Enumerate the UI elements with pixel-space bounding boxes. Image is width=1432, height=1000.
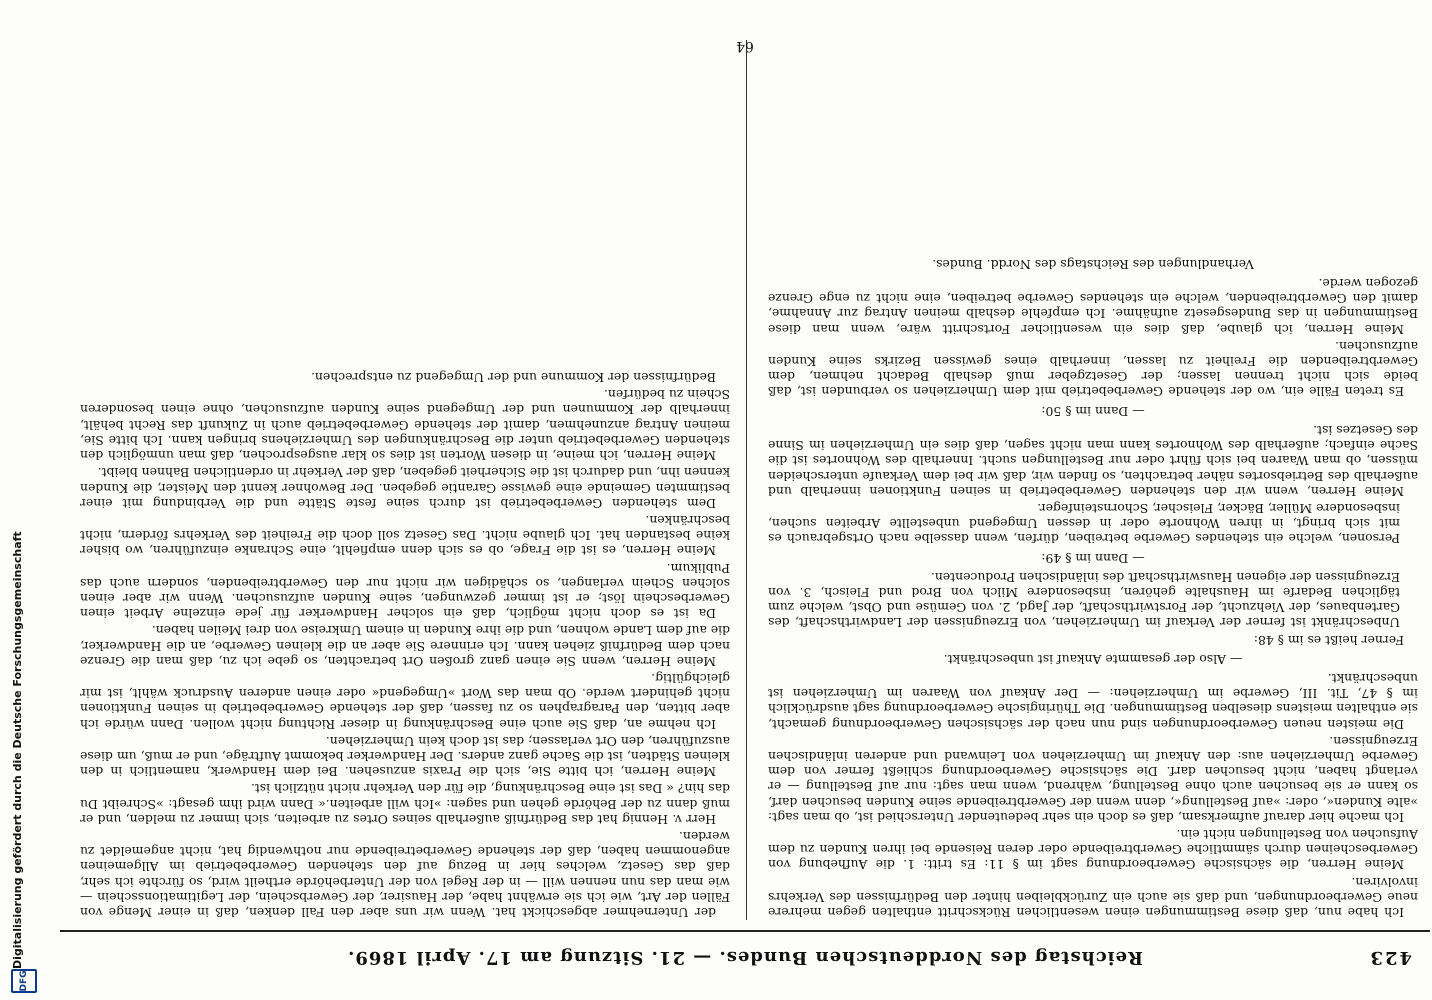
paragraph: Personen, welche ein stehendes Gewerbe betreiben, dürfen, wenn dasselbe nach Ortsgebrauch es mit sich bringt, in ihren Wohnorte oder in dessen Umgegend unbestellte Arbeiten suchen, insbesondere Müller, Bäcker, Fleischer, Schornsteinfeger. xyxy=(768,500,1400,547)
sheet-number: 64 xyxy=(736,38,754,54)
paragraph: Meine Herren, die sächsische Gewerbeordnung sagt im § 11: Es tritt: 1. die Aufhebung von Gewerbescheinen durch sämmtliche Gewerbtreibende oder deren Reisende bei ihren Kunden zu dem Aufsuchen von Bestellungen nicht ein. xyxy=(768,826,1418,873)
paragraph: Meine Herren, ich bitte Sie, sich die Praxis anzusehen. Bei dem Handwerk, namentlich in den kleinen Städten, ist die Sache ganz anders. Der Handwerker bekommt Aufträge, und er muß, um diese auszuführen, den Ort verlassen; das ist doch kein Umherziehen. xyxy=(80,733,730,780)
paragraph: Meine Herren, es ist die Frage, ob es sich denn empfiehlt, eine Schranke einzuführen, wo bisher keine bestanden hat. Ich glaube nicht. Das Gesetz soll doch die Freiheit des Verkehrs fördern, nicht beschränken. xyxy=(80,512,730,559)
paragraph: Meine Herren, wenn Sie einen ganz großen Ort betrachten, so gebe ich zu, daß man die Grenze nach dem Bedürfniß ziehen kann. Ich erinnere Sie aber an die kleinen Gewerbe, an die Handwerker, die auf dem Lande wohnen, und die ihre Kunden in einem Umkreise von drei Meilen haben. xyxy=(80,623,730,669)
paragraph: Herr v. Hennig hat das Bedürfniß außerhalb seines Ortes zu arbeiten, sich immer zu melden, und er muß dann zu der Behörde gehen und sagen: »Ich will arbeiten.« Dann wird ihm gesagt: »Schreibt Du das hin? « Das ist eine Beschränkung, die für den Verkehr nicht nützlich ist. xyxy=(80,781,730,827)
paragraph: Bedürfnissen der Kommune und der Umgegend zu entsprechen. xyxy=(311,370,716,386)
paragraph: der Unternehmer abgeschickt hat. Wenn wir uns aber den Fall denken, daß in einer Menge von Fällen der Art, wie ich sie erwähnt habe, der Hausirer, der Gewerbschein, der Legitimationsschein — wie man das nun nennen will — in der Regel von der Unterbehörde ertheilt wird, so fürchte ich sehr, daß das Gesetz, welches hier in Bezug auf den stehenden Gewerbebetrieb im Allgemeinen angenommen haben, daß der stehende Gewerbetreibende nur nothwendig hat, nicht angemeldet zu werden. xyxy=(80,828,730,920)
left-column xyxy=(768,30,1418,920)
paragraph: Da ist es doch nicht möglich, daß ein solcher Handwerker für jede einzelne Arbeit einen Gewerbeschein löst; er ist immer gezwungen, seine Kunden aufzusuchen. Wenn wir aber einen solchen Schein verlangen, so schädigen wir nicht nur den Gewerbtreibenden, sondern auch das Publikum. xyxy=(80,560,730,622)
paragraph: Ich mache hier darauf aufmerksam, daß es doch ein sehr bedeutender Unterschied ist, ob man sagt: »alte Kunden«, oder: »auf Bestellung«, denn wenn der Gewerbtreibende seine Kunden besuchen darf, so kann er sie besuchen auch ohne Bestellung, während, wenn man sagt: nur auf Bestellung — er verlangt haben, nicht besuchen darf. Die sächsische Gewerbeordnung schließt ferner von dem Gewerbe Umherziehen aus: den Ankauf im Umherziehen von Leinwand und anderen inländischen Erzeugnissen. xyxy=(768,733,1418,825)
funding-credit: Digitalisierung gefördert durch die Deutsche Forschungsgemeinschaft xyxy=(11,531,24,969)
paragraph: Ich nehme an, daß Sie auch eine Beschränkung in dieser Richtung nicht wollen. Dann würde ich aber bitten, den Paragraphen so zu fassen, daß der stehende Gewerbebetrieb in seinen Funktionen nicht gehindert werde. Ob man das Wort »Umgegend« oder einen anderen Ausdruck wählt, ist mir gleichgültig. xyxy=(80,670,730,732)
paragraph: Ferner heißt es im § 48: xyxy=(1253,632,1404,648)
column-divider xyxy=(746,40,747,920)
dfg-logo-icon: DFG xyxy=(11,969,37,993)
paragraph: — Dann im § 50: xyxy=(1041,403,1145,419)
paragraph: Unbeschränkt ist ferner der Verkauf im Umherziehen, von Erzeugnissen der Landwirthschaft, des Gartenbaues, der Viehzucht, der Forstwirthschaft, der Jagd, 2. von Gemüse und Obst, welche zum täglichen Bedarfe im Haushalte gehören, insbesondere Milch von Brod und Fleisch, 3. von Erzeugnissen der eigenen Hauswirthschaft des inländischen Producenten. xyxy=(768,569,1400,631)
page-header xyxy=(60,930,1430,978)
running-title: Reichstag des Norddeutschen Bundes. — 21. Sitzung am 17. April 1869. xyxy=(347,947,1143,968)
paragraph: Es treten Fälle ein, wo der stehende Gewerbebetrieb mit dem Umherziehen so verbunden ist, daß beide sich nicht trennen lassen; der Gesetzgeber muß deshalb Bedacht nehmen, dem Gewerbtreibenden die Freiheit zu lassen, innerhalb eines gewissen Bezirks seine Kunden aufzusuchen. xyxy=(768,338,1418,400)
paragraph: Meine Herren, ich glaube, daß dies ein wesentlicher Fortschritt wäre, wenn man diese Bestimmungen in das Bundesgesetz aufnähme. Ich empfehle deshalb meinen Antrag zur Annahme, damit den Gewerbtreibenden, welche ein stehendes Gewerbe betreiben, eine nicht zu enge Grenze gezogen werde. xyxy=(768,276,1418,337)
paragraph: Dem stehenden Gewerbebetrieb ist durch seine feste Stätte und die Verbindung mit einer bestimmten Gemeinde eine gewisse Garantie gegeben. Der Bewohner kennt den Meister, die Kunden kennen ihn, und dadurch ist die Sicherheit gegeben, daß der Verkehr in ordentlichen Bahnen bleibt. xyxy=(80,465,730,511)
paragraph: Die meisten neuen Gewerbeordnungen sind nun nach der sächsischen Gewerbeordnung gemacht, sie enthalten meistens dieselben Bestimmungen. Die Thüringische Gewerbeordnung sagt ausdrücklich im § 47, Tit. III, Gewerbe im Umherziehen: — Der Ankauf von Waaren im Umherziehen ist unbeschränkt. xyxy=(768,670,1418,732)
right-column xyxy=(80,30,730,920)
paragraph: Meine Herren, wenn wir den stehenden Gewerbebetrieb in seinen Funktionen innerhalb und außerhalb des Betriebsortes näher betrachten, so finden wir, daß wir bei dem Verkaufe unterscheiden müssen, ob man Waaren bei sich führt oder nur Bestellungen sucht. Innerhalb des Wohnortes ist die Sache einfach; außerhalb des Wohnortes kann man nicht sagen, daß dies ein Umherziehen im Sinne des Gesetzes ist. xyxy=(768,422,1418,499)
paragraph: — Also der gesammte Ankauf ist unbeschränkt. xyxy=(943,651,1243,667)
paragraph: Meine Herren, ich meine, in diesen Worten ist dies so klar ausgesprochen, daß man unmöglich den stehenden Gewerbebetrieb unter die Beschränkungen des Umherziehens bringen kann. Ich bitte Sie, meinen Antrag anzunehmen, damit der stehende Gewerbebetrieb auch in Zukunft das Recht behält, innerhalb der Kommunen und der Umgegend seine Kunden aufzusuchen, ohne einen besonderen Schein zu bedürfen. xyxy=(80,387,730,464)
digitization-sidebar xyxy=(0,0,42,1000)
page-number: 423 xyxy=(1368,947,1412,968)
column-footer: Verhandlungen des Reichstags des Nordd. Bundes. xyxy=(932,256,1254,272)
paragraph: — Dann im § 49: xyxy=(1041,550,1145,566)
paragraph: Ich habe nun, daß diese Bestimmungen einen wesentlichen Rückschritt enthalten gegen mehrere neue Gewerbeordnungen, und daß sie auch ein Zurückbleiben hinter den Bedürfnissen des Verkehrs involviren. xyxy=(768,874,1418,920)
rotated-page-content xyxy=(60,18,1430,978)
